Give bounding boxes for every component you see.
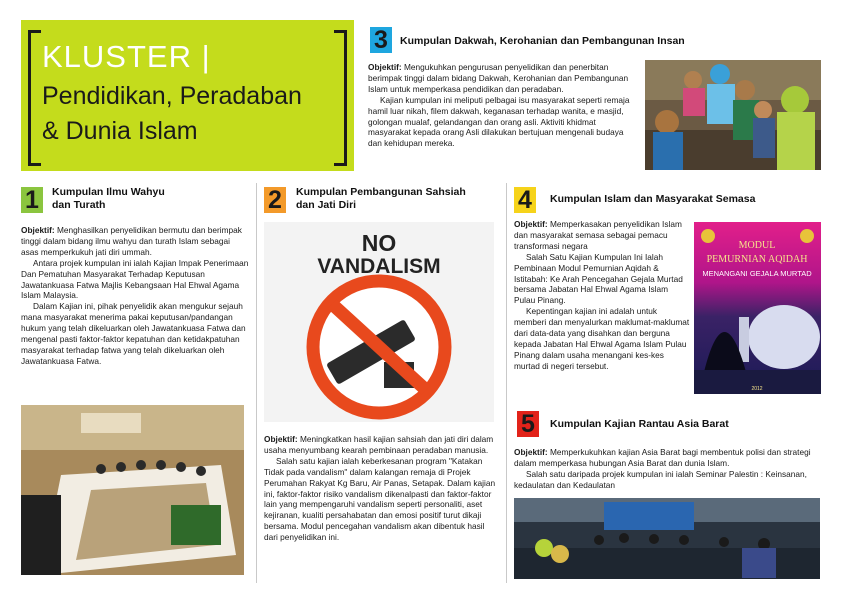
section-2-title-line2: dan Jati Diri: [296, 199, 357, 211]
section-3-photo: [645, 60, 821, 170]
right-bracket: [334, 30, 347, 166]
cover-year: 2012: [751, 386, 763, 392]
section-3-paragraph: Kajian kumpulan ini meliputi pelbagai isu masyarakat seperti remaja hamil luar nikah, filem dakwah, keganasan terhadap wanita, e masjid, golongan mualaf, gelandangan dan orang asli. Aktiviti khidmat masyarakat kepada orang Asli dilakukan bertujuan mengenali budaya dan kehidupan mereka.: [368, 94, 630, 149]
cluster-subtitle-line2: & Dunia Islam: [42, 117, 198, 145]
section-3-text: [368, 62, 638, 149]
section-4-objective: Memperkasakan penyelidikan Islam dan masyarakat semasa sebagai pemacu transformasi negara: [514, 219, 682, 251]
modul-book-cover: [694, 222, 821, 394]
section-5-title: Kumpulan Kajian Rantau Asia Barat: [550, 418, 729, 430]
left-bracket: [28, 30, 41, 166]
section-5-text: [514, 447, 824, 491]
section-4-number: 4: [514, 187, 536, 213]
section-2-objective: Meningkatkan hasil kajian sahsiah dan jati diri dalam usaha menyumbang kearah pembinaan peradaban manusia.: [264, 434, 494, 455]
section-2-paragraph: Salah satu kajian ialah keberkesanan program "Katakan Tidak pada vandalism" dalam kalangan remaja di Projek Perumahan Rakyat Kg Baru, Air Panas, Setapak. Dalam kajian ini, faktor-faktor risiko vandalism dikenalpasti dan faktor-faktor lain yang mempengaruhi vandalism seperti personaliti, aset kejiranan, kualiti persahabatan dan emosi positif turut dikaji bersama. Modul pencegahan vandalism akan dibentuk hasil dari penyelidikan ini.: [264, 455, 496, 543]
section-1-photo: [21, 405, 244, 575]
section-2-text: [264, 434, 500, 543]
cluster-subtitle-line1: Pendidikan, Peradaban: [42, 82, 302, 110]
cluster-title: KLUSTER |: [42, 39, 211, 74]
cover-line-2: PEMURNIAN AQIDAH: [706, 254, 808, 265]
section-5-number: 5: [517, 411, 539, 437]
section-1-title-line2: dan Turath: [52, 199, 106, 211]
section-3-title: Kumpulan Dakwah, Kerohanian dan Pembangunan Insan: [400, 35, 685, 47]
column-divider-1: [256, 183, 257, 583]
sign-text-bottom: VANDALISM: [317, 255, 441, 278]
prohibition-sign-icon: [264, 222, 494, 422]
column-divider-2: [506, 183, 507, 583]
section-5-paragraph: Salah satu daripada projek kumpulan ini ialah Seminar Palestin : Keinsanan, kedaulatan dan Kedaulatan: [514, 468, 807, 490]
cluster-header-block: [21, 20, 354, 171]
section-1-text: [21, 225, 249, 367]
section-2-objective-label: Objektif:: [264, 434, 298, 444]
section-5-photo: [514, 498, 820, 579]
section-1-objective: Menghasilkan penyelidikan bermutu dan berimpak tinggi dalam bidang ilmu wahyu dan turath Islam sebagai asas memperkukuh jati diri ummah.: [21, 225, 242, 257]
section-3-objective: Mengukuhkan pengurusan penyelidikan dan penerbitan berimpak tinggi dalam bidang Dakwah, Kerohanian dan Pembangunan Islam untuk memperkasa pendidikan dan peradaban.: [368, 62, 629, 94]
section-1-objective-label: Objektif:: [21, 225, 55, 235]
section-1-number: 1: [21, 187, 43, 213]
section-1-title: [52, 186, 165, 212]
section-1-title-line1: Kumpulan Ilmu Wahyu: [52, 186, 165, 198]
section-3-number: 3: [370, 27, 392, 53]
section-4-paragraph-2: Kepentingan kajian ini adalah untuk memberi dan menyalurkan maklumat-maklumat dari data-data yang disahkan dan berguna kepada Jabatan Hal Ehwal Agama Islam Pulau Pinang dalam usaha menangani kes-kes murtad di negeri tersebut.: [514, 306, 690, 371]
section-4-objective-label: Objektif:: [514, 219, 548, 229]
cover-line-1: MODUL: [738, 240, 776, 251]
section-1-paragraph-1: Antara projek kumpulan ini ialah Kajian Impak Penerimaan Dan Pematuhan Masyarakat Terhadap Keputusan Jawatankuasa Fatwa Majlis Kebangsaan Hal Ehwal Agama Islam Malaysia.: [21, 257, 249, 301]
section-4-paragraph-1: Salah Satu Kajian Kumpulan Ini Ialah Pembinaan Modul Pemurnian Aqidah & Istitabah: Ke Arah Pencegahan Gejala Murtad bersama Jabatan Hal Ehwal Agama Islam Pulau Pinang.: [514, 251, 683, 306]
section-5-objective-label: Objektif:: [514, 447, 548, 457]
section-2-title: [296, 186, 466, 212]
section-3-objective-label: Objektif:: [368, 62, 402, 72]
no-vandalism-image: [264, 222, 494, 422]
sign-text-top: NO: [361, 230, 397, 256]
section-2-title-line1: Kumpulan Pembangunan Sahsiah: [296, 186, 466, 198]
cover-line-3: MENANGANI GEJALA MURTAD: [702, 269, 812, 278]
section-4-title: Kumpulan Islam dan Masyarakat Semasa: [550, 193, 756, 205]
section-1-paragraph-2: Dalam Kajian ini, pihak penyelidik akan mengukur sejauh mana masyarakat menerima pakai keputusan/pandangan hukum yang telah dikeluarkan oleh Jawatankuasa Fatwa dan mengenal pasti faktor-faktor kepatuhan dan ketidakpatuhan masyarakat terhadap fatwa yang telah dikeluarkan oleh Jawatankuasa Fatwa.: [21, 301, 246, 366]
section-5-objective: Memperkukuhkan kajian Asia Barat bagi membentuk polisi dan strategi dalam memperkasa hubungan Asia Barat dan dunia Islam.: [514, 447, 811, 468]
section-2-number: 2: [264, 187, 286, 213]
section-4-text: [514, 219, 690, 372]
